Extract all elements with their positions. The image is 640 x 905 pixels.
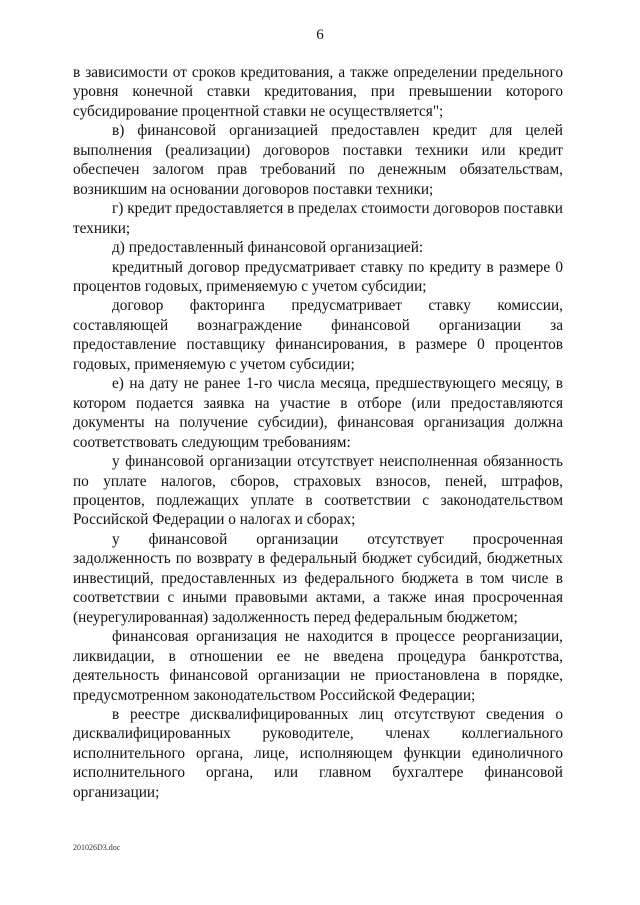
paragraph-budget-debt: у финансовой организации отсутствует просроченная задолженность по возврату в федеральный бюджет субсидий, бюджетных инвестиций, предоставленных из федерального бюджета в том числе в соответствии с иными правовыми актами, а также иная просроченная (неурегулированная) задолженность перед федеральным бюджетом; <box>73 530 563 626</box>
paragraph-item-g: г) кредит предоставляется в пределах стоимости договоров поставки техники; <box>73 200 563 237</box>
paragraph-item-d: д) предоставленный финансовой организацией: <box>112 239 424 257</box>
paragraph-credit-agreement: кредитный договор предусматривает ставку по кредиту в размере 0 процентов годовых, применяемую с учетом субсидии; <box>73 258 563 295</box>
paragraph-tax-obligations: у финансовой организации отсутствует неисполненная обязанность по уплате налогов, сборов, страховых взносов, пеней, штрафов, процентов, подлежащих уплате в соответствии с законодательством Российской Федерации о налогах и сборах; <box>73 453 563 529</box>
paragraph-item-e: е) на дату не ранее 1-го числа месяца, предшествующего месяцу, в котором подается заявка на участие в отборе (или предоставляются документы на получение субсидии), финансовая организация должна соответствовать следующим требованиям: <box>73 375 563 451</box>
paragraph-factoring-agreement: договор факторинга предусматривает ставку комиссии, составляющей вознаграждение финансовой организации за предоставление поставщику финансирования, в размере 0 процентов годовых, применяемую с учетом субсидии; <box>73 297 563 373</box>
paragraph-reorganization: финансовая организация не находится в процессе реорганизации, ликвидации, в отношении ее не введена процедура банкротства, деятельность финансовой организации не приостановлена в порядке, предусмотренном законодательством Российской Федерации; <box>73 628 563 704</box>
paragraph-disqualified-persons: в реестре дисквалифицированных лиц отсутствуют сведения о дисквалифицированных руководителе, членах коллегиального исполнительного органа, лице, исполняющем функции единоличного исполнительного органа, или главном бухгалтере финансовой организации; <box>73 705 563 801</box>
paragraph-continuation: в зависимости от сроков кредитования, а также определении предельного уровня конечной ставки кредитования, при превышении которого субсидирование процентной ставки не осуществляется"; <box>73 64 563 120</box>
page-number: 6 <box>316 27 324 43</box>
footer-filename: 201026D3.doc <box>73 843 121 852</box>
paragraph-item-v: в) финансовой организацией предоставлен кредит для целей выполнения (реализации) договоров поставки техники или кредит обеспечен залогом прав требований по денежным обязательствам, возникшим на основании договоров поставки техники; <box>73 122 563 198</box>
document-body <box>73 63 563 802</box>
